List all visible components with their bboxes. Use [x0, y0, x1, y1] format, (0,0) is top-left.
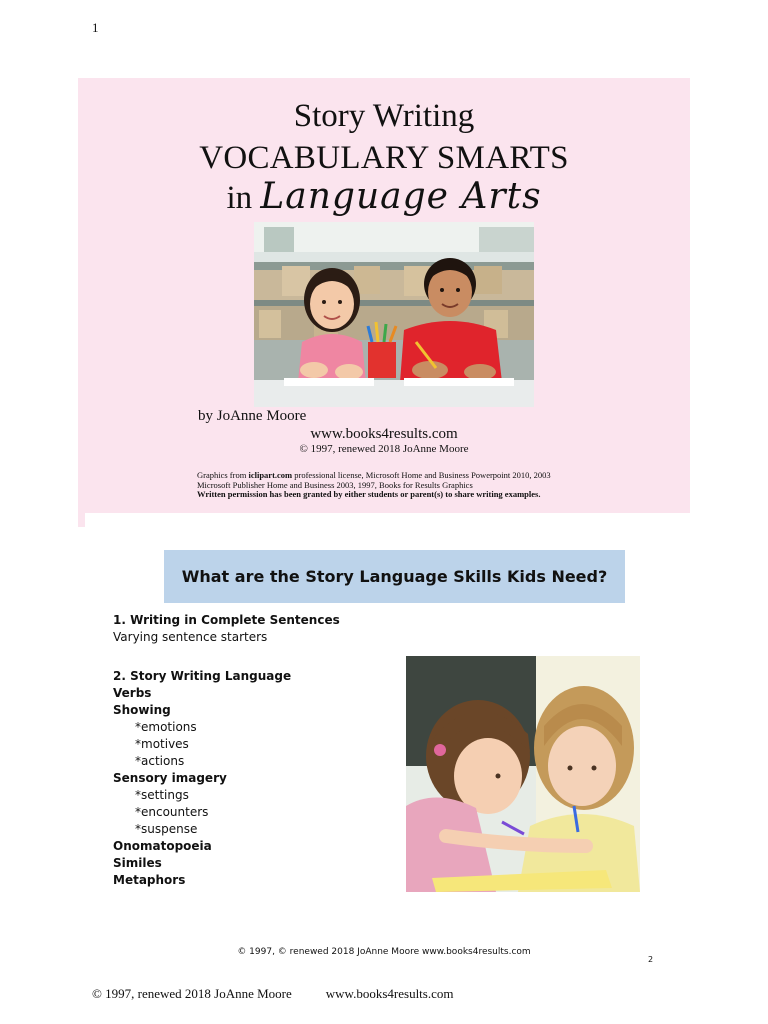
- cover-title-line1: Story Writing: [293, 98, 475, 134]
- list-subitem: *suspense: [135, 822, 198, 836]
- iclipart-link[interactable]: iclipart.com: [248, 470, 293, 480]
- cover-copyright: © 1997, renewed 2018 JoAnne Moore: [299, 443, 469, 455]
- skills-list: [113, 612, 340, 889]
- section2-heading: 2. Story Writing Language: [113, 669, 292, 683]
- cover-title-line2: VOCABULARY SMARTS: [199, 140, 569, 176]
- list-item-onomatopoeia: Onomatopoeia: [113, 839, 212, 853]
- list-subitem: *actions: [135, 754, 185, 768]
- cover-edge-strip: [78, 513, 85, 527]
- banner-title: What are the Story Language Skills Kids Need?: [181, 567, 608, 586]
- cover-title-prefix: in: [226, 180, 261, 216]
- page-number: 1: [92, 20, 99, 35]
- outer-footer: [92, 986, 453, 1002]
- kids-classroom-photo: [254, 222, 534, 407]
- footer-copyright: © 1997, renewed 2018 JoAnne Moore: [92, 986, 292, 1001]
- footer-website-link[interactable]: www.books4results.com: [325, 986, 454, 1001]
- list-item-showing: Showing: [113, 703, 171, 717]
- list-subitem: *encounters: [135, 805, 209, 819]
- list-item-verbs: Verbs: [113, 686, 152, 700]
- list-subitem: *emotions: [135, 720, 197, 734]
- list-subitem: *motives: [135, 737, 189, 751]
- credits-line2: Microsoft Publisher Home and Business 2003, 1997, Books for Results Graphics: [197, 479, 473, 490]
- website-link[interactable]: www.books4results.com: [310, 426, 458, 442]
- section1-heading: 1. Writing in Complete Sentences: [113, 613, 340, 627]
- inner-footer: © 1997, © renewed 2018 JoAnne Moore www.books4results.com: [237, 947, 531, 957]
- list-item-metaphors: Metaphors: [113, 873, 186, 887]
- byline: by JoAnne Moore: [198, 408, 307, 424]
- section1-item: Varying sentence starters: [113, 630, 268, 644]
- cover-title-script: Language Arts: [260, 176, 542, 217]
- list-gap: [113, 646, 340, 668]
- credits-line3: Written permission has been granted by either students or parent(s) to share writing examples.: [197, 489, 541, 499]
- skills-banner: [164, 550, 625, 603]
- cover-panel: [78, 78, 690, 513]
- list-subitem: *settings: [135, 788, 189, 802]
- girls-writing-photo: [406, 656, 640, 892]
- credits-line1: Graphics from iclipart.com professional license, Microsoft Home and Business Powerpoint 2010, 2003: [197, 470, 551, 480]
- page-number-2: 2: [648, 955, 654, 964]
- cover-title-line3: [78, 176, 690, 217]
- list-item-similes: Similes: [113, 856, 162, 870]
- list-item-sensory: Sensory imagery: [113, 771, 227, 785]
- graphics-credits: [197, 471, 627, 500]
